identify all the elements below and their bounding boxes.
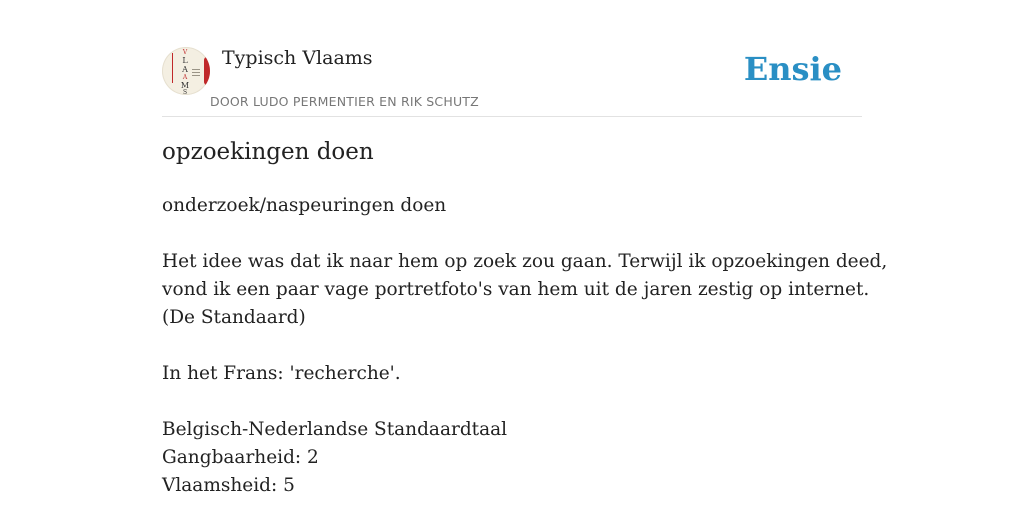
meta-gangbaarheid: Gangbaarheid: 2 bbox=[162, 447, 319, 468]
blog-title[interactable]: Typisch Vlaams bbox=[222, 47, 373, 69]
entry-definition: onderzoek/naspeuringen doen bbox=[162, 195, 447, 216]
example-line: vond ik een paar vage portretfoto's van hem uit de jaren zestig op internet. bbox=[162, 279, 870, 300]
avatar-letter: L bbox=[182, 56, 188, 65]
entry-meta bbox=[162, 416, 842, 500]
avatar-accent-line bbox=[172, 53, 173, 83]
meta-language: Belgisch-Nederlandse Standaardtaal bbox=[162, 419, 508, 440]
entry-term: opzoekingen doen bbox=[162, 139, 374, 165]
avatar-letter: V bbox=[182, 49, 188, 56]
avatar-letter: S bbox=[182, 89, 188, 95]
avatar-letter: A bbox=[182, 74, 188, 81]
byline: DOOR LUDO PERMENTIER EN RIK SCHUTZ bbox=[210, 94, 479, 109]
blog-avatar[interactable] bbox=[162, 47, 210, 95]
avatar-red-edge bbox=[204, 57, 210, 85]
entry-body bbox=[162, 192, 888, 500]
avatar-letter: A bbox=[182, 65, 188, 74]
site-header bbox=[162, 44, 862, 117]
example-source: (De Standaard) bbox=[162, 307, 306, 328]
avatar-letter: M bbox=[180, 81, 190, 90]
avatar-decoration bbox=[192, 69, 200, 78]
entry-example bbox=[162, 248, 888, 332]
brand-logo-link[interactable]: Ensie bbox=[743, 50, 842, 88]
meta-vlaamsheid: Vlaamsheid: 5 bbox=[162, 475, 295, 496]
entry-french-note: In het Frans: 'recherche'. bbox=[162, 363, 401, 384]
example-line: Het idee was dat ik naar hem op zoek zou gaan. Terwijl ik opzoekingen deed, bbox=[162, 251, 888, 272]
